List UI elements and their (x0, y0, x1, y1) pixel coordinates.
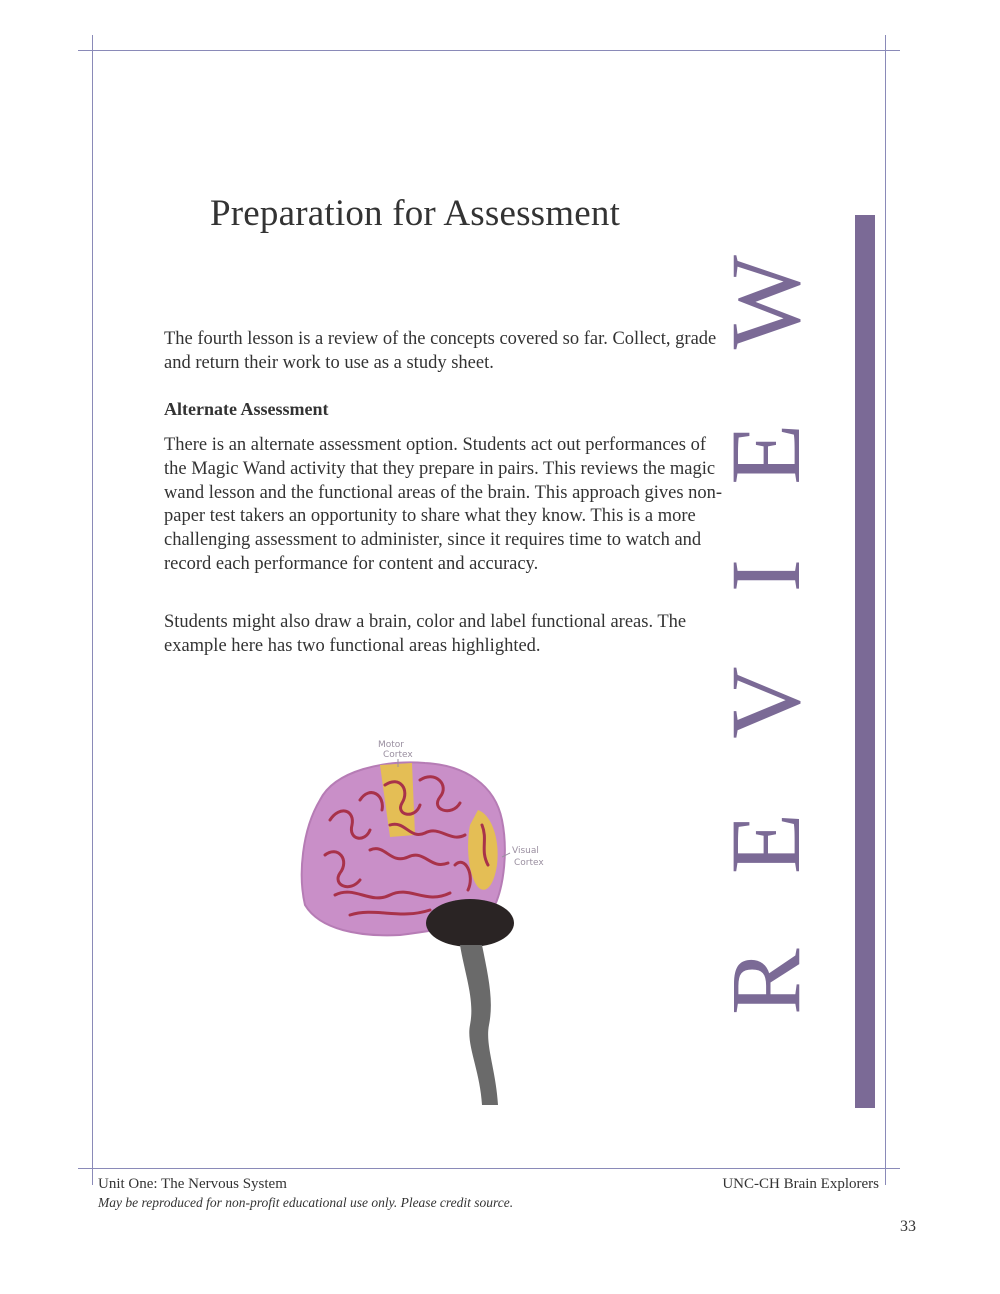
review-vertical-label (710, 255, 821, 1015)
review-side-bar (855, 215, 875, 1108)
review-letter: V (710, 666, 821, 739)
motor-cortex-label: Motor (378, 740, 405, 750)
brain-drawing-illustration (290, 725, 560, 1110)
trim-line-left (92, 35, 93, 1185)
review-letter: I (710, 558, 821, 593)
visual-cortex-label: Visual (512, 846, 539, 856)
footer-publisher: UNC-CH Brain Explorers (722, 1176, 879, 1192)
footer-unit-title: Unit One: The Nervous System (98, 1176, 287, 1192)
visual-cortex-label: Cortex (514, 858, 544, 868)
intro-paragraph: The fourth lesson is a review of the concepts covered so far. Collect, grade and return their work to use as a study sheet. (164, 329, 717, 373)
review-letter: R (710, 948, 821, 1015)
motor-cortex-label: Cortex (383, 750, 413, 760)
trim-line-right (885, 35, 886, 1185)
trim-line-top (78, 50, 900, 51)
spinal-cord-shape (460, 945, 498, 1105)
page-number: 33 (900, 1218, 916, 1235)
review-letter: W (710, 255, 821, 350)
trim-line-bottom (78, 1168, 900, 1169)
review-letter: E (710, 812, 821, 875)
section-heading: Alternate Assessment (164, 399, 329, 419)
draw-brain-paragraph: Students might also draw a brain, color and label functional areas. The example here has two functional areas highlighted. (164, 612, 687, 656)
page-title: Preparation for Assessment (210, 193, 621, 234)
cerebellum-shape (426, 899, 514, 947)
review-letter: E (710, 423, 821, 485)
alternate-assessment-paragraph: There is an alternate assessment option. Students act out performances of the Magic Wand activity that they prepare in pairs. This reviews the magic wand lesson and the functional areas of the brain. This approach gives non-paper test takers an opportunity to share what they know. This is a more challenging assessment to administer, since it requires time to watch and record each performance for content and accuracy. (164, 435, 723, 574)
footer-reproduction-note: May be reproduced for non-profit educational use only. Please credit source. (98, 1195, 514, 1210)
